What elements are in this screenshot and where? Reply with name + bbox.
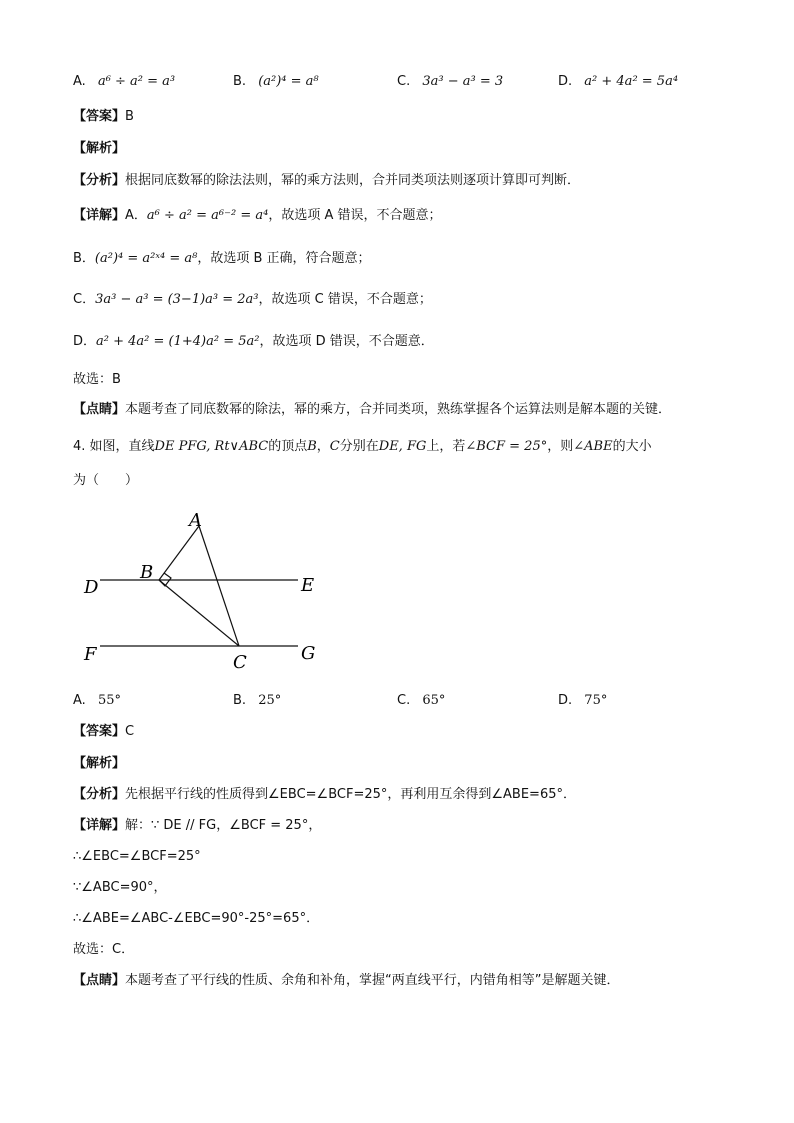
step-text: ∴∠ABE=∠ABC-∠EBC=90°-25°=65°．	[73, 911, 320, 926]
stem-math: B	[307, 439, 317, 454]
q4-option-d	[558, 693, 607, 709]
option-expression: a⁶ ÷ a² = a³	[97, 74, 176, 89]
option-letter: D.	[558, 693, 573, 708]
option-value: 65°	[422, 693, 446, 708]
q4-guxuan	[73, 942, 134, 958]
label-e: E	[301, 575, 315, 596]
q3-option-a	[73, 74, 175, 90]
q4-stem-line1	[73, 439, 652, 455]
q3-dianjing-line	[73, 402, 671, 418]
q3-detail-b	[73, 251, 371, 267]
q4-stem-line2	[73, 473, 138, 489]
segment-bc	[159, 580, 239, 646]
detail-expression: (a²)⁴ = a²ˣ⁴ = a⁸	[94, 251, 198, 266]
q3-option-c	[397, 74, 503, 90]
fenxi-text: 先根据平行线的性质得到∠EBC=∠BCF=25°，再利用互余得到∠ABE=65°．	[125, 787, 576, 802]
segment-ac	[199, 526, 239, 646]
q3-answer-line	[73, 109, 134, 125]
option-value: 75°	[584, 693, 608, 708]
q4-step1	[73, 849, 201, 865]
q4-xiangjie-line	[73, 818, 321, 834]
geometry-figure	[70, 505, 330, 675]
label-f: F	[84, 644, 97, 665]
detail-text: ，故选项 B 正确，符合题意；	[197, 251, 371, 266]
q4-step3	[73, 911, 319, 927]
q3-detail-a	[73, 208, 442, 224]
answer-tag: 【答案】	[73, 724, 126, 739]
q4-jiexi-heading	[73, 756, 125, 772]
guxuan-text: 故选：B	[73, 372, 121, 387]
option-letter: D.	[558, 74, 573, 89]
q3-jiexi-heading	[73, 141, 125, 157]
segment-ab	[159, 526, 199, 580]
option-expression: a² + 4a² = 5a⁴	[584, 74, 679, 89]
q3-detail-c	[73, 292, 432, 308]
dianjing-text: 本题考查了同底数幂的除法，幂的乘方，合并同类项，熟练掌握各个运算法则是解本题的关键．	[125, 402, 672, 417]
label-a: A	[189, 510, 202, 531]
stem-text: 上，若	[426, 439, 466, 454]
q4-step2	[73, 880, 167, 896]
stem-math: ∠ABE	[573, 439, 613, 454]
jiexi-tag: 【解析】	[73, 756, 126, 771]
stem-math: C	[329, 439, 340, 454]
option-letter: A.	[73, 74, 86, 89]
answer-tag: 【答案】	[73, 109, 126, 124]
q4-dianjing-line	[73, 973, 620, 989]
fenxi-tag: 【分析】	[73, 173, 126, 188]
q3-detail-d	[73, 334, 434, 350]
step-text: ∵∠ABC=90°，	[73, 880, 167, 895]
guxuan-text: 故选：C．	[73, 942, 135, 957]
q3-guxuan	[73, 372, 121, 388]
answer-value: C	[125, 724, 135, 739]
xiangjie-text: 解：∵ DE // FG，∠BCF = 25°，	[125, 818, 322, 833]
fenxi-text: 根据同底数幂的除法法则，幂的乘方法则，合并同类项法则逐项计算即可判断．	[125, 173, 581, 188]
option-expression: 3a³ − a³ = 3	[422, 74, 504, 89]
stem-text: 4. 如图，直线	[73, 439, 155, 454]
detail-text: ，故选项 A 错误，不合题意；	[268, 208, 442, 223]
dianjing-text: 本题考查了平行线的性质、余角和补角，掌握“两直线平行，内错角相等”是解题关键．	[125, 973, 620, 988]
option-letter: A.	[73, 693, 86, 708]
detail-expression: a⁶ ÷ a² = a⁶⁻² = a⁴	[146, 208, 269, 223]
dianjing-tag: 【点睛】	[73, 402, 126, 417]
q3-option-b	[233, 74, 319, 90]
option-value: 55°	[97, 693, 121, 708]
detail-prefix: A．	[125, 208, 147, 223]
q4-option-c	[397, 693, 445, 709]
jiexi-tag: 【解析】	[73, 141, 126, 156]
q4-option-b	[233, 693, 281, 709]
detail-text: ，故选项 D 错误，不合题意．	[259, 334, 434, 349]
dianjing-tag: 【点睛】	[73, 973, 126, 988]
q4-answer-line	[73, 724, 134, 740]
label-b: B	[140, 562, 154, 583]
xiangjie-tag: 【详解】	[73, 208, 126, 223]
option-letter: B.	[233, 74, 247, 89]
stem-text: 为（ ）	[73, 473, 139, 488]
label-d: D	[84, 577, 99, 598]
detail-expression: a² + 4a² = (1+4)a² = 5a²	[96, 334, 260, 349]
step-text: ∴∠EBC=∠BCF=25°	[73, 849, 201, 864]
detail-text: ，故选项 C 错误，不合题意；	[258, 292, 432, 307]
option-letter: C.	[397, 74, 411, 89]
stem-text: 分别在	[339, 439, 379, 454]
stem-text: 的大小	[612, 439, 652, 454]
detail-expression: 3a³ − a³ = (3−1)a³ = 2a³	[95, 292, 259, 307]
answer-value: B	[125, 109, 134, 124]
detail-prefix: C．	[73, 292, 96, 307]
detail-prefix: D．	[73, 334, 97, 349]
stem-text: ，	[316, 439, 330, 454]
stem-math: DE PFG, Rt∨ABC	[154, 439, 269, 454]
q4-fenxi-line	[73, 787, 576, 803]
xiangjie-tag: 【详解】	[73, 818, 126, 833]
stem-math: ∠BCF = 25°	[465, 439, 548, 454]
option-value: 25°	[258, 693, 282, 708]
option-letter: C.	[397, 693, 411, 708]
q3-fenxi-line	[73, 173, 580, 189]
stem-math: DE, FG	[378, 439, 427, 454]
q3-option-d	[558, 74, 678, 90]
option-letter: B.	[233, 693, 247, 708]
option-expression: (a²)⁴ = a⁸	[258, 74, 319, 89]
label-g: G	[301, 643, 316, 664]
stem-text: 的顶点	[268, 439, 308, 454]
stem-text: ，则	[547, 439, 574, 454]
label-c: C	[233, 652, 247, 673]
fenxi-tag: 【分析】	[73, 787, 126, 802]
detail-prefix: B．	[73, 251, 95, 266]
q4-option-a	[73, 693, 121, 709]
